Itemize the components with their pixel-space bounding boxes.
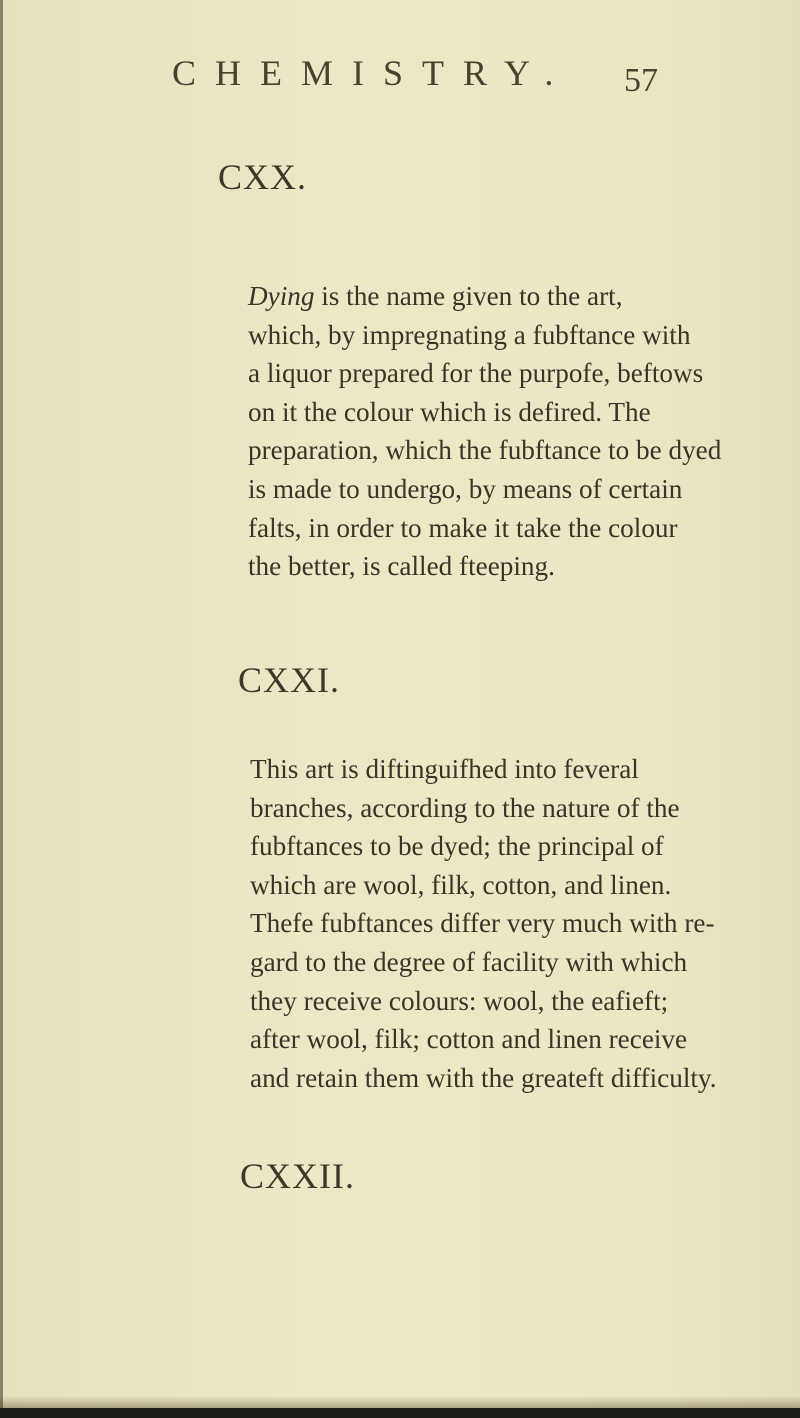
section-heading-cxxi: CXXI. (238, 660, 340, 700)
paragraph-cxxi (250, 750, 790, 1097)
paragraph-line (248, 277, 788, 316)
paragraph-line: which are wool, filk, cotton, and linen. (250, 869, 672, 900)
paragraph-line: gard to the degree of facility with which (250, 946, 688, 977)
paragraph-line: after wool, filk; cotton and linen receive (250, 1024, 688, 1055)
running-title: CHEMISTRY. (172, 53, 573, 93)
paragraph-line: preparation, which the fubftance to be dyed (248, 435, 722, 466)
paragraph-line: is made to undergo, by means of certain (248, 473, 683, 504)
paragraph-line: falts, in order to make it take the colour (248, 512, 678, 543)
running-head (0, 52, 800, 102)
page-left-edge (0, 0, 3, 1408)
lead-word: Dying (248, 281, 315, 311)
page-bottom-shadow (0, 1396, 800, 1408)
section-heading-cxxii: CXXII. (240, 1156, 355, 1196)
line-text: is the name given to the art, (321, 281, 623, 311)
page-bottom-edge (0, 1408, 800, 1418)
paragraph-line: branches, according to the nature of the (250, 792, 680, 823)
paragraph-line: on it the colour which is defired. The (248, 396, 651, 427)
paragraph-line: the better, is called fteeping. (248, 551, 555, 582)
paragraph-line: they receive colours: wool, the eafieft; (250, 985, 669, 1016)
paragraph-line: and retain them with the greateft difficulty. (250, 1062, 717, 1093)
section-heading-cxx: CXX. (218, 157, 308, 197)
paragraph-line: This art is diftinguifhed into feveral (250, 754, 639, 784)
paragraph-line: a liquor prepared for the purpofe, beftows (248, 358, 704, 389)
paragraph-line: fubftances to be dyed; the principal of (250, 831, 664, 862)
paragraph-line: which, by impregnating a fubftance with (248, 319, 691, 350)
page-number: 57 (624, 62, 658, 99)
paragraph-cxx (248, 277, 788, 586)
paragraph-line: Thefe fubftances differ very much with re- (250, 908, 715, 939)
